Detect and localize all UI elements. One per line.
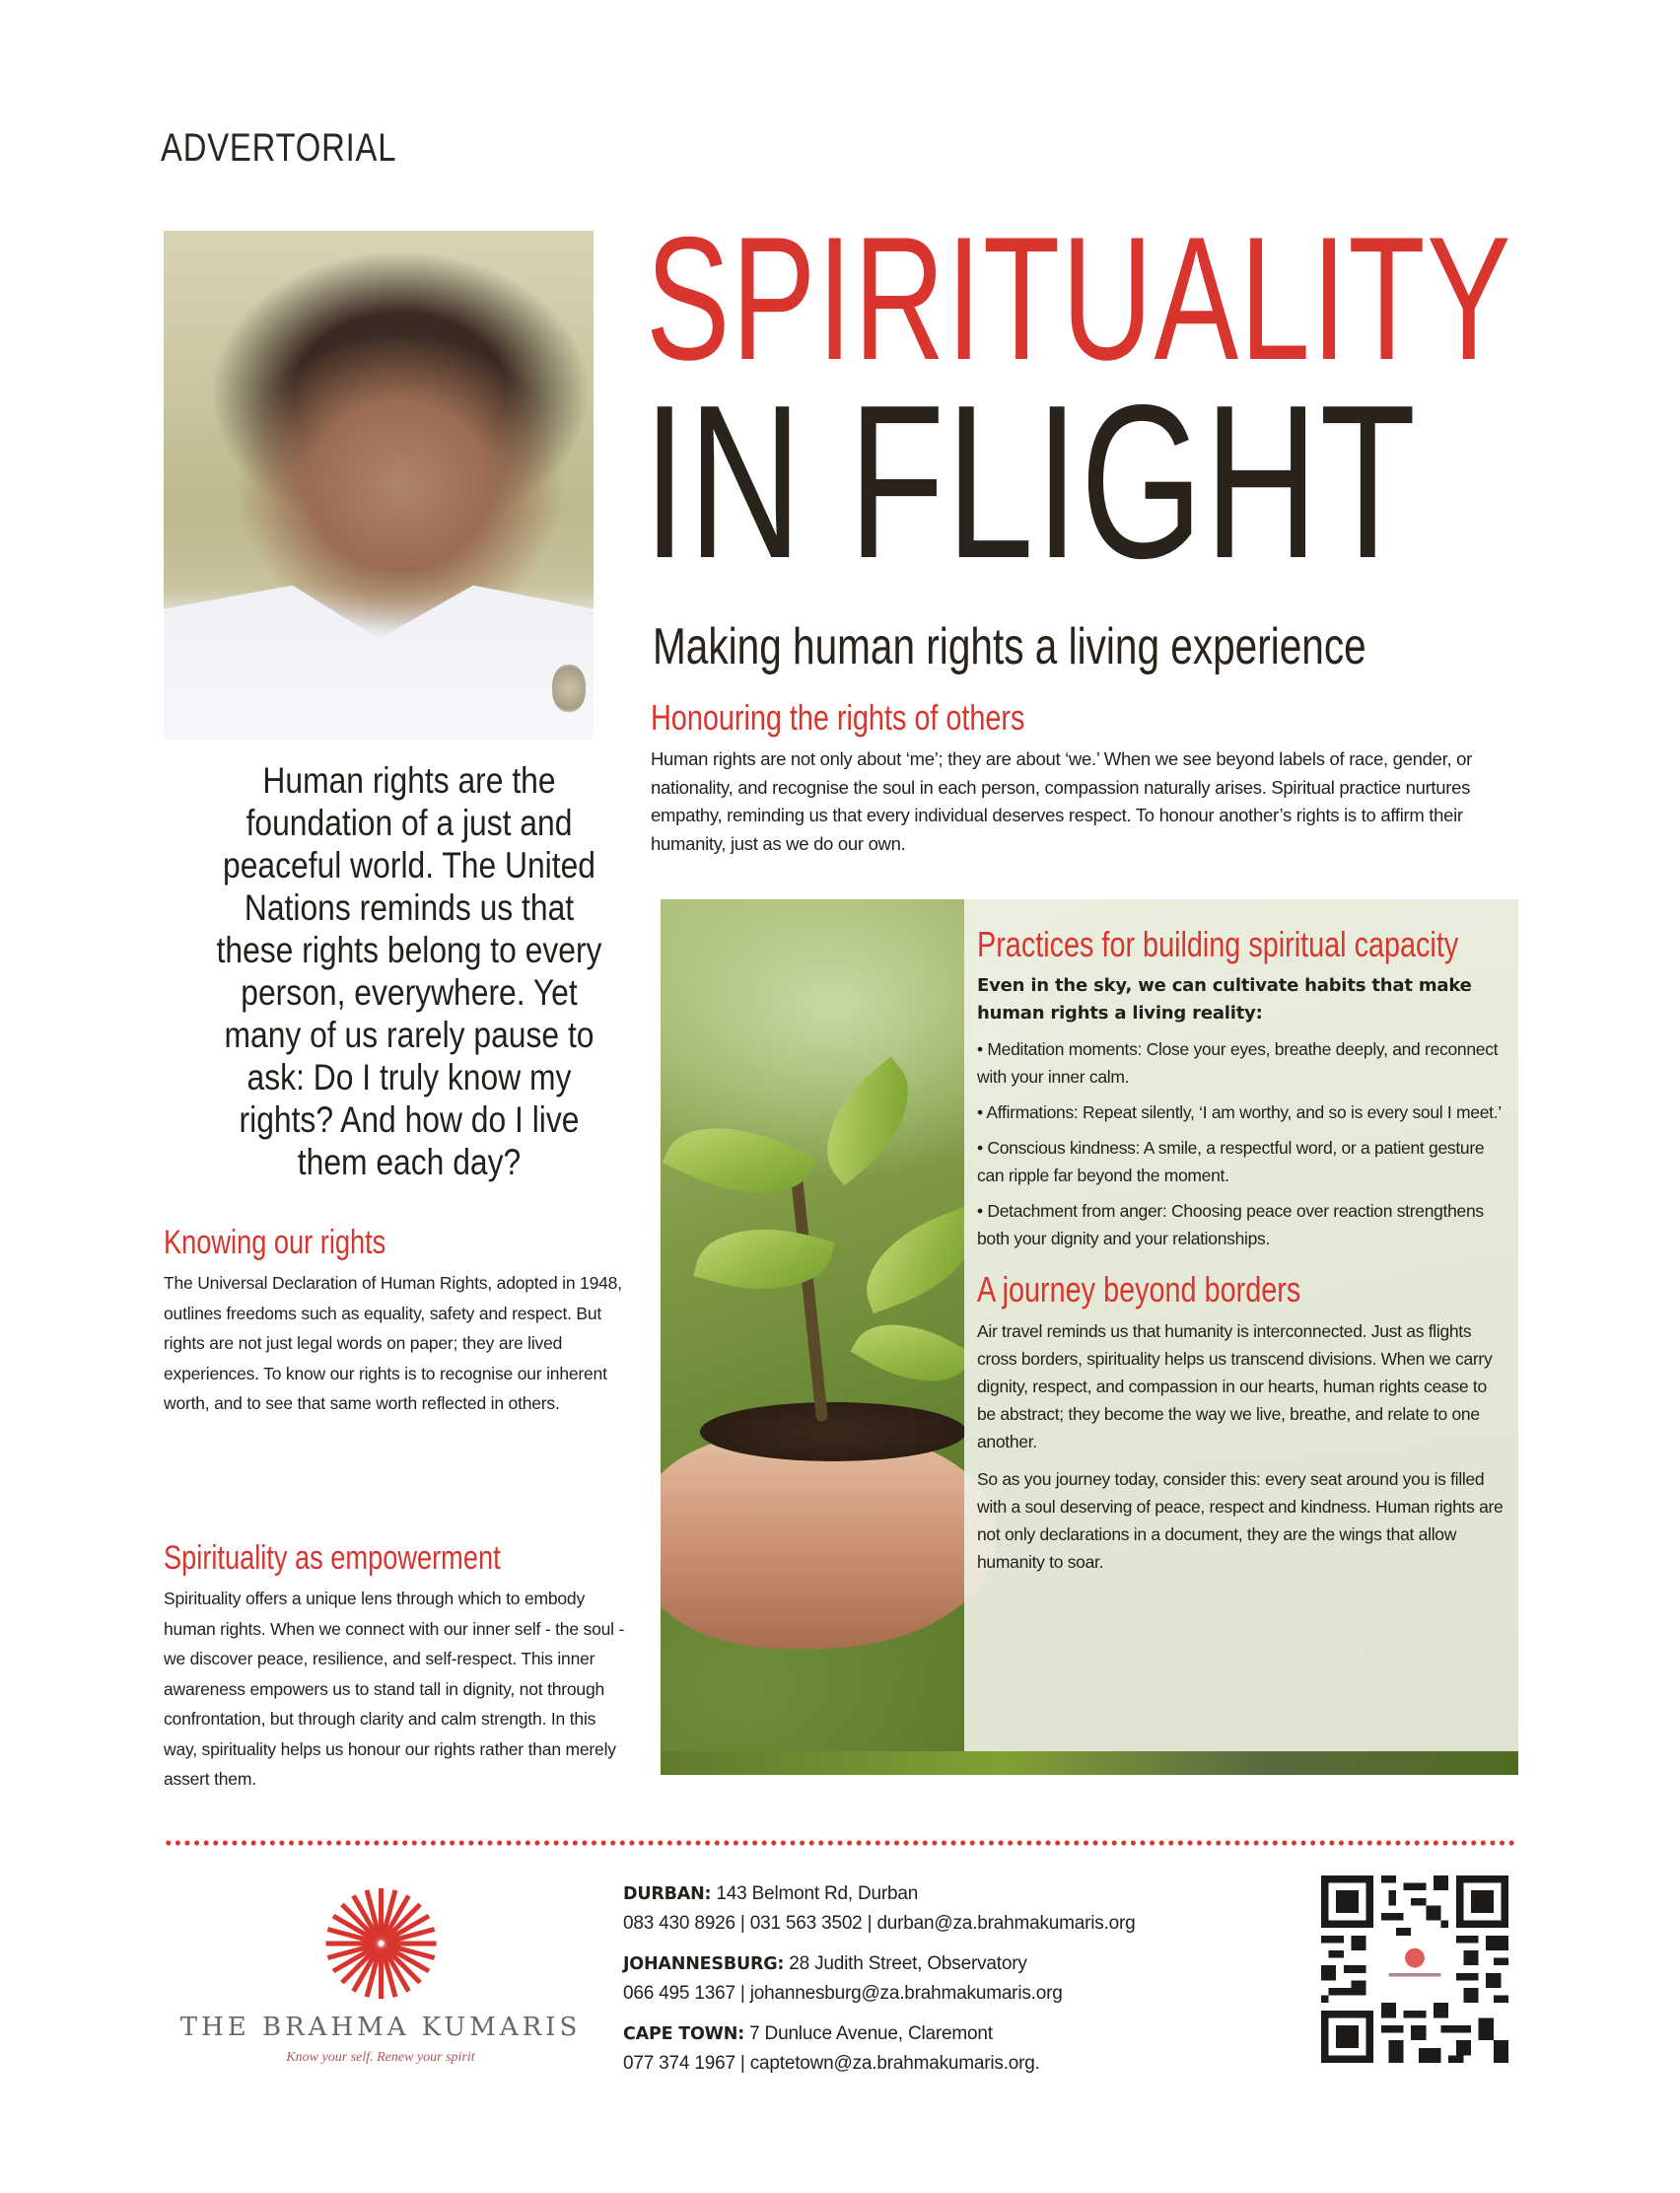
section-body: The Universal Declaration of Human Rights, adopted in 1948, outlines freedoms such as equality, safety and respect. But rights are not just legal words on paper; they are lived experiences. To know our rights is to recognise our inherent worth, and to see that same worth reflected in others. [164, 1273, 622, 1413]
practices-lead: Even in the sky, we can cultivate habits that make human rights a living reality: [977, 975, 1472, 1024]
sunburst-logo-icon [331, 1888, 430, 1999]
headline-in-flight: IN FLIGHT [643, 360, 1418, 604]
headline-subtitle: Making human rights a living experience [653, 618, 1366, 675]
contact-address: 143 Belmont Rd, Durban [711, 1883, 919, 1904]
contact-details[interactable]: 083 430 8926 | 031 563 3502 | durban@za.brahmakumaris.org [623, 1913, 1136, 1934]
section-heading-journey: A journey beyond borders [977, 1269, 1301, 1309]
practice-item: • Meditation moments: Close your eyes, breathe deeply, and reconnect with your inner calm. [977, 1039, 1499, 1087]
contact-details[interactable]: 066 495 1367 | johannesburg@za.brahmakumaris.org [623, 1983, 1063, 2004]
qr-code-graphic [1321, 1875, 1508, 2063]
logo-tagline: Know your self. Renew your spirit [286, 2050, 475, 2065]
contact-city: JOHANNESBURG: [623, 1954, 785, 1974]
portrait-shirt [164, 572, 594, 740]
green-gradient-bar [661, 1751, 1518, 1775]
section-body: Spirituality offers a unique lens through which to embody human rights. When we connect with our inner self - the soul - we discover peace, resilience, and self-respect. This inner awareness empowers us to stand tall in dignity, not through confrontation, but through clarity and calm strength. In this way, spirituality helps us honour our rights rather than merely assert them. [164, 1589, 625, 1789]
advertorial-label: ADVERTORIAL [161, 126, 397, 170]
hands-image [661, 1432, 996, 1649]
journey-paragraph: Air travel reminds us that humanity is interconnected. Just as flights cross borders, spirituality helps us transcend divisions. When we carry dignity, respect, and compassion in our hearts, human rights cease to be abstract; they become the way we live, breathe, and relate to one another. [977, 1321, 1493, 1451]
section-knowing-rights [164, 1223, 627, 1419]
section-heading: Knowing our rights [164, 1224, 386, 1261]
plant-image-panel [661, 899, 1518, 1775]
logo-name: THE BRAHMA KUMARIS [179, 2013, 582, 2042]
practice-item: • Conscious kindness: A smile, a respectful word, or a patient gesture can ripple far beyond the moment. [977, 1138, 1485, 1185]
section-heading: Spirituality as empowerment [164, 1539, 501, 1577]
contact-city: DURBAN: [623, 1884, 712, 1904]
practice-item: • Affirmations: Repeat silently, ‘I am worthy, and so is every soul I meet.’ [977, 1102, 1502, 1122]
practice-item: • Detachment from anger: Choosing peace over reaction strengthens both your dignity and your relationships. [977, 1201, 1484, 1248]
section-heading: Honouring the rights of others [651, 697, 1025, 738]
portrait-photo [164, 231, 594, 740]
pull-quote: Human rights are the foundation of a just and peaceful world. The United Nations reminds us that these rights belong to every person, everywhere. Yet many of us rarely pause to ask: Do I truly know my rights? And how do I live them each day? [216, 760, 602, 1182]
leaf-icon [801, 1057, 936, 1186]
seedling-stem [791, 1175, 828, 1422]
section-heading-practices: Practices for building spiritual capacity [977, 924, 1459, 964]
contact-address-line [623, 2019, 1274, 2049]
section-honouring-rights [651, 696, 1518, 858]
section-spirituality-empowerment [164, 1538, 627, 1795]
contact-johannesburg [623, 1949, 1274, 2008]
contact-address: 28 Judith Street, Observatory [784, 1953, 1027, 1974]
contact-cape-town [623, 2019, 1274, 2078]
dotted-divider [164, 1840, 1518, 1846]
contact-city: CAPE TOWN: [623, 2024, 745, 2044]
contact-details[interactable]: 077 374 1967 | captetown@za.brahmakumaris.org. [623, 2053, 1040, 2074]
section-body: Human rights are not only about ‘me’; they are about ‘we.’ When we see beyond labels of race, gender, or nationality, and recognise the soul in each person, compassion naturally arises. Spiritual practice nurtures empathy, reminding us that every individual deserves respect. To honour another’s rights is to affirm their humanity, just as we do our own. [651, 748, 1472, 854]
contact-address-line [623, 1949, 1274, 1979]
soil-image [700, 1402, 966, 1461]
headline-spirituality: SPIRITUALITY [646, 200, 1512, 396]
qr-code-icon[interactable] [1321, 1875, 1508, 2063]
leaf-icon [850, 1301, 973, 1406]
contact-durban [623, 1879, 1274, 1938]
brahma-kumaris-logo [164, 1878, 597, 2076]
portrait-badge-icon [552, 665, 586, 712]
contact-address: 7 Dunluce Avenue, Claremont [744, 2023, 993, 2044]
overlay-content [977, 923, 1509, 1576]
contact-address-line [623, 1879, 1274, 1909]
journey-paragraph: So as you journey today, consider this: every seat around you is filled with a soul deserving of peace, respect and kindness. Human rights are not only declarations in a document, they are the wings that allow humanity to soar. [977, 1469, 1504, 1572]
text-overlay-box [964, 899, 1518, 1751]
contact-list [623, 1879, 1274, 2089]
